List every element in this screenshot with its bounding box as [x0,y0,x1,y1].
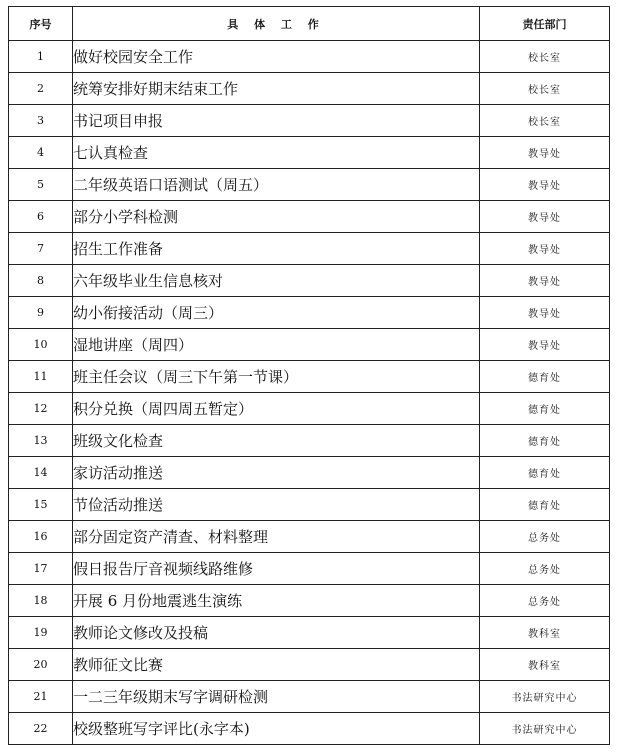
row-department: 书法研究中心 [480,681,610,713]
table-header-row [9,7,610,41]
table-row [9,393,610,425]
table-row [9,73,610,105]
row-number: 1 [9,41,73,73]
table-row [9,585,610,617]
header-number: 序号 [9,7,73,41]
row-task: 部分小学科检测 [73,201,480,233]
row-number: 10 [9,329,73,361]
row-number: 4 [9,137,73,169]
table-row [9,297,610,329]
row-department: 德育处 [480,489,610,521]
row-task: 湿地讲座（周四） [73,329,480,361]
table-row [9,649,610,681]
row-task: 假日报告厅音视频线路维修 [73,553,480,585]
row-department: 教导处 [480,169,610,201]
row-task: 班主任会议（周三下午第一节课） [73,361,480,393]
row-department: 总务处 [480,553,610,585]
row-task: 书记项目申报 [73,105,480,137]
table-row [9,265,610,297]
row-number: 3 [9,105,73,137]
row-task: 校级整班写字评比(永字本) [73,713,480,745]
table-row [9,361,610,393]
table-row [9,233,610,265]
header-task [73,7,480,41]
table-row [9,457,610,489]
row-department: 校长室 [480,105,610,137]
row-department: 教导处 [480,329,610,361]
row-department: 校长室 [480,73,610,105]
row-task: 教师论文修改及投稿 [73,617,480,649]
row-department: 总务处 [480,521,610,553]
row-department: 德育处 [480,457,610,489]
row-task: 六年级毕业生信息核对 [73,265,480,297]
table-row [9,489,610,521]
row-task: 二年级英语口语测试（周五） [73,169,480,201]
table-row [9,105,610,137]
table-row [9,169,610,201]
row-number: 9 [9,297,73,329]
row-department: 教导处 [480,137,610,169]
row-task: 部分固定资产清查、材料整理 [73,521,480,553]
row-number: 6 [9,201,73,233]
row-task: 做好校园安全工作 [73,41,480,73]
row-department: 校长室 [480,41,610,73]
row-department: 教科室 [480,617,610,649]
row-number: 18 [9,585,73,617]
row-department: 德育处 [480,393,610,425]
table-row [9,425,610,457]
table-row [9,681,610,713]
table-row [9,553,610,585]
row-task: 开展 6 月份地震逃生演练 [73,585,480,617]
row-department: 书法研究中心 [480,713,610,745]
row-department: 教科室 [480,649,610,681]
table-row [9,521,610,553]
row-task: 教师征文比赛 [73,649,480,681]
row-number: 12 [9,393,73,425]
row-task: 统筹安排好期末结束工作 [73,73,480,105]
table-row [9,329,610,361]
row-number: 7 [9,233,73,265]
row-task: 一二三年级期末写字调研检测 [73,681,480,713]
row-department: 教导处 [480,265,610,297]
row-number: 8 [9,265,73,297]
row-number: 14 [9,457,73,489]
table-body [9,41,610,745]
row-number: 15 [9,489,73,521]
row-department: 总务处 [480,585,610,617]
row-department: 教导处 [480,201,610,233]
row-task: 招生工作准备 [73,233,480,265]
table-row [9,713,610,745]
row-number: 5 [9,169,73,201]
header-task-label: 具 体 工 作 [227,17,325,31]
row-task: 节俭活动推送 [73,489,480,521]
table-row [9,617,610,649]
table-row [9,201,610,233]
row-task: 家访活动推送 [73,457,480,489]
table-row [9,137,610,169]
row-number: 2 [9,73,73,105]
table-row [9,41,610,73]
row-department: 教导处 [480,297,610,329]
work-schedule-table [8,6,610,745]
header-department: 责任部门 [480,7,610,41]
row-department: 德育处 [480,361,610,393]
row-task: 幼小衔接活动（周三） [73,297,480,329]
row-number: 19 [9,617,73,649]
row-number: 20 [9,649,73,681]
row-department: 教导处 [480,233,610,265]
row-number: 16 [9,521,73,553]
row-number: 13 [9,425,73,457]
row-number: 11 [9,361,73,393]
row-department: 德育处 [480,425,610,457]
row-task: 积分兑换（周四周五暂定） [73,393,480,425]
row-number: 21 [9,681,73,713]
row-number: 22 [9,713,73,745]
row-task: 七认真检查 [73,137,480,169]
row-task: 班级文化检查 [73,425,480,457]
row-number: 17 [9,553,73,585]
